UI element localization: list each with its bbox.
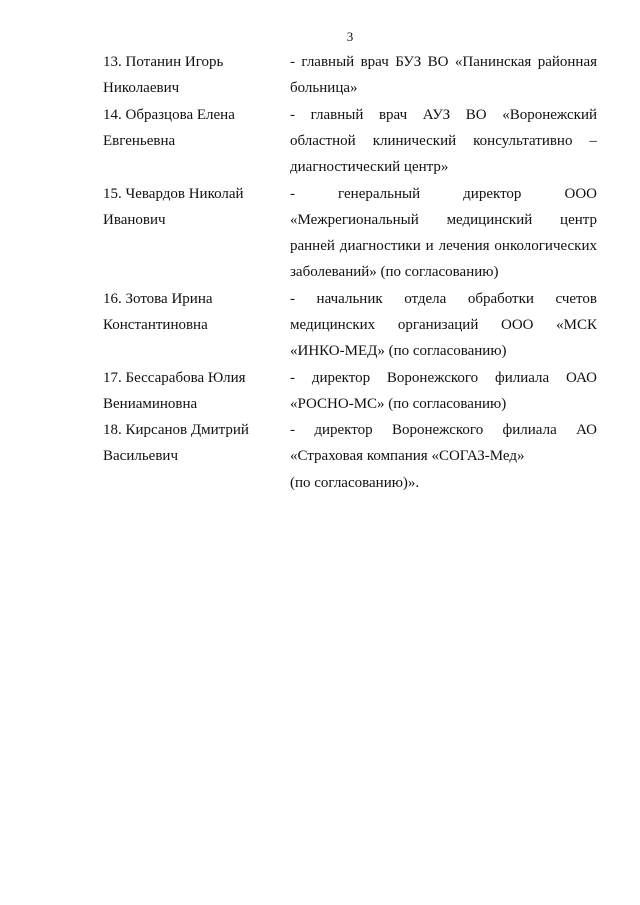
member-role-line: больница» [290, 80, 358, 97]
member-name-line: 13. Потанин Игорь [103, 54, 224, 70]
member-role-line: «Межрегиональный медицинский центр [290, 211, 597, 228]
member-role-line: ранней диагностики и лечения онкологических [290, 238, 597, 255]
member-name-line: Иванович [103, 211, 166, 228]
member-name-line: Евгеньевна [103, 132, 176, 149]
member-role-line: - директор Воронежского филиала АО [290, 422, 597, 439]
member-role-line: «ИНКО-МЕД» (по согласованию) [290, 343, 507, 360]
member-name-line: 17. Бессарабова Юлия [103, 369, 246, 386]
page-number: 3 [346, 29, 354, 44]
member-role-line: - главный врач АУЗ ВО «Воронежский [290, 106, 597, 123]
member-name-line: Вениаминовна [103, 395, 198, 412]
member-role-line: (по согласованию)». [290, 474, 420, 491]
member-role-line: заболеваний» (по согласованию) [290, 264, 499, 281]
member-role-line: - генеральный директор ООО [290, 185, 597, 202]
member-name-line: 15. Чевардов Николай [103, 185, 244, 202]
member-name-line: Васильевич [103, 448, 178, 465]
member-role-line: - главный врач БУЗ ВО «Панинская районная [290, 54, 597, 70]
member-name-line: 16. Зотова Ирина [103, 290, 213, 307]
member-role-line: областной клинический консультативно – [290, 132, 597, 149]
member-name-line: 14. Образцова Елена [103, 106, 235, 123]
member-role-line: - начальник отдела обработки счетов [290, 290, 597, 307]
member-role-line: диагностический центр» [290, 159, 449, 176]
member-role-line: «РОСНО-МС» (по согласованию) [290, 395, 507, 412]
member-role-line: - директор Воронежского филиала ОАО [290, 369, 597, 386]
member-role-line: «Страховая компания «СОГАЗ-Мед» [290, 448, 525, 465]
member-role-line: медицинских организаций ООО «МСК [290, 316, 597, 333]
member-name-line: 18. Кирсанов Дмитрий [103, 422, 249, 439]
member-name-line: Константиновна [103, 316, 208, 333]
member-name-line: Николаевич [103, 80, 180, 97]
